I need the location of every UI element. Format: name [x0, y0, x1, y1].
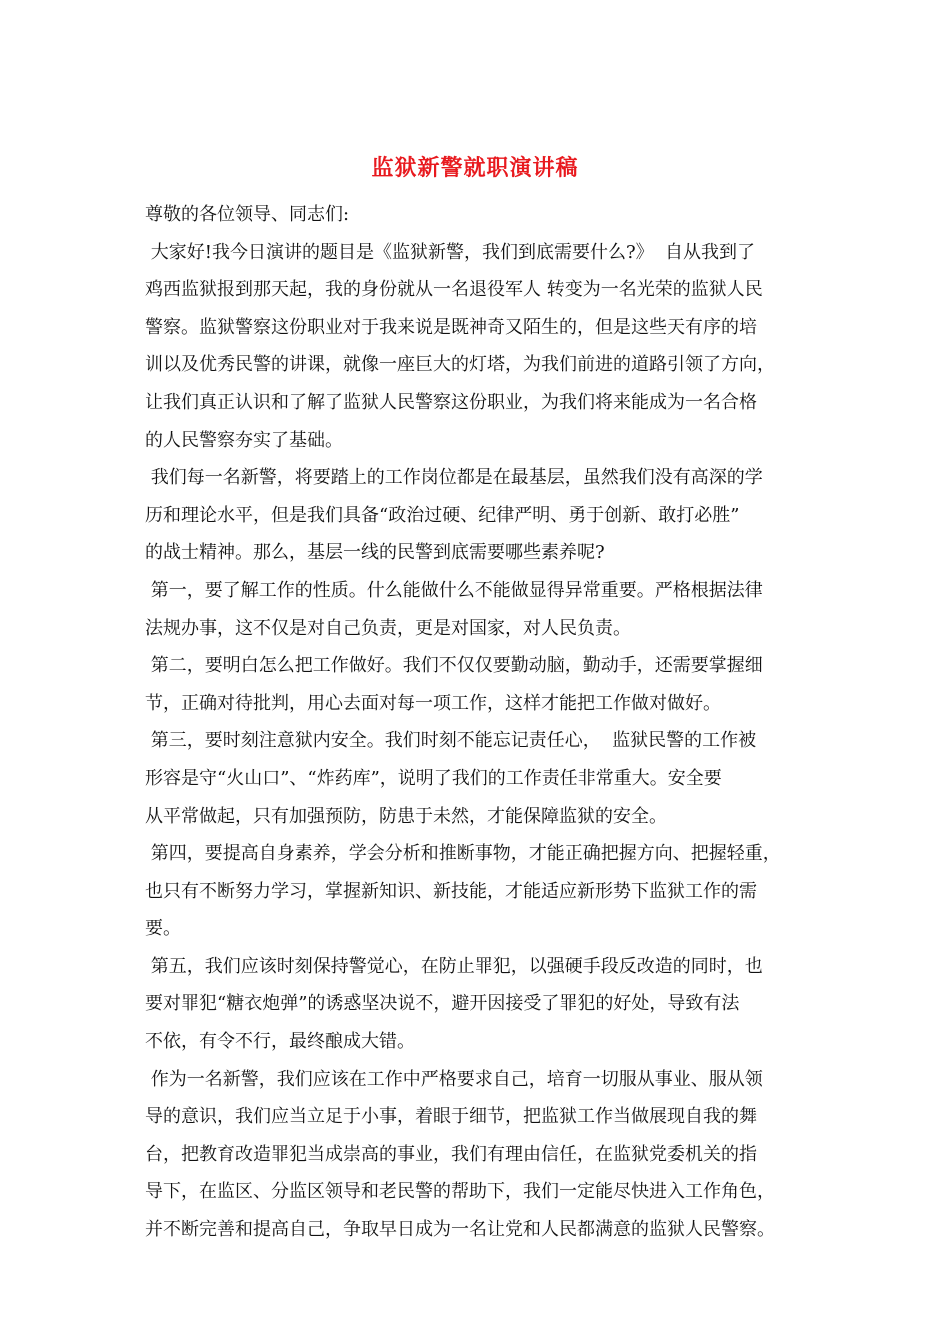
text-line: 导的意识，我们应当立足于小事，着眼于细节，把监狱工作当做展现自我的舞: [145, 1106, 757, 1128]
text-line: 导下，在监区、分监区领导和老民警的帮助下，我们一定能尽快进入工作角色，: [145, 1181, 775, 1203]
text-line: 并不断完善和提高自己，争取早日成为一名让党和人民都满意的监狱人民警察。: [145, 1219, 775, 1241]
text-line: 训以及优秀民警的讲课，就像一座巨大的灯塔，为我们前进的道路引领了方向，: [145, 354, 775, 376]
document-title: 监狱新警就职演讲稿: [371, 155, 579, 181]
text-line: 不依，有令不行，最终酿成大错。: [145, 1031, 415, 1053]
text-line: 要对罪犯“糖衣炮弹”的诱惑坚决说不，避开因接受了罪犯的好处，导致有法: [145, 993, 740, 1015]
text-line: 也只有不断努力学习，掌握新知识、新技能，才能适应新形势下监狱工作的需: [145, 880, 757, 902]
text-line: 让我们真正认识和了解了监狱人民警察这份职业，为我们将来能成为一名合格: [145, 391, 757, 413]
document-body: [145, 196, 820, 1249]
text-line: 第五，我们应该时刻保持警觉心，在防止罪犯，以强硬手段反改造的同时，也: [145, 955, 763, 977]
text-line: 警察。监狱警察这份职业对于我来说是既神奇又陌生的，但是这些天有序的培: [145, 316, 757, 338]
text-line: 的人民警察夯实了基础。: [145, 429, 343, 451]
text-line: 节，正确对待批判，用心去面对每一项工作，这样才能把工作做对做好。: [145, 692, 721, 714]
text-line: 历和理论水平，但是我们具备“政治过硬、纪律严明、勇于创新、敢打必胜”: [145, 504, 740, 526]
text-line: 形容是守“火山口”、“炸药库”，说明了我们的工作责任非常重大。安全要: [145, 767, 722, 789]
text-line: 鸡西监狱报到那天起，我的身份就从一名退役军人 转变为一名光荣的监狱人民: [145, 279, 763, 301]
text-line: 第一，要了解工作的性质。什么能做什么不能做显得异常重要。严格根据法律: [145, 579, 763, 601]
text-line: 台，把教育改造罪犯当成崇高的事业，我们有理由信任，在监狱党委机关的指: [145, 1143, 757, 1165]
text-line: 法规办事，这不仅是对自己负责，更是对国家，对人民负责。: [145, 617, 631, 639]
text-line: 作为一名新警，我们应该在工作中严格要求自己，培育一切服从事业、服从领: [145, 1068, 763, 1090]
text-line: 我们每一名新警，将要踏上的工作岗位都是在最基层，虽然我们没有高深的学: [145, 467, 763, 489]
text-line: 尊敬的各位领导、同志们:: [145, 204, 350, 225]
text-line: 第二，要明白怎么把工作做好。我们不仅仅要勤动脑，勤动手，还需要掌握细: [145, 655, 763, 677]
text-line: 第三，要时刻注意狱内安全。我们时刻不能忘记责任心， 监狱民警的工作被: [145, 730, 757, 752]
text-line: 要。: [145, 918, 181, 940]
text-line: 第四，要提高自身素养，学会分析和推断事物，才能正确把握方向、把握轻重，: [145, 843, 781, 865]
text-line: 从平常做起，只有加强预防，防患于未然，才能保障监狱的安全。: [145, 805, 667, 827]
text-line: 的战士精神。那么，基层一线的民警到底需要哪些素养呢?: [145, 542, 605, 564]
text-line: 大家好!我今日演讲的题目是《监狱新警，我们到底需要什么?》 自从我到了: [145, 241, 756, 263]
